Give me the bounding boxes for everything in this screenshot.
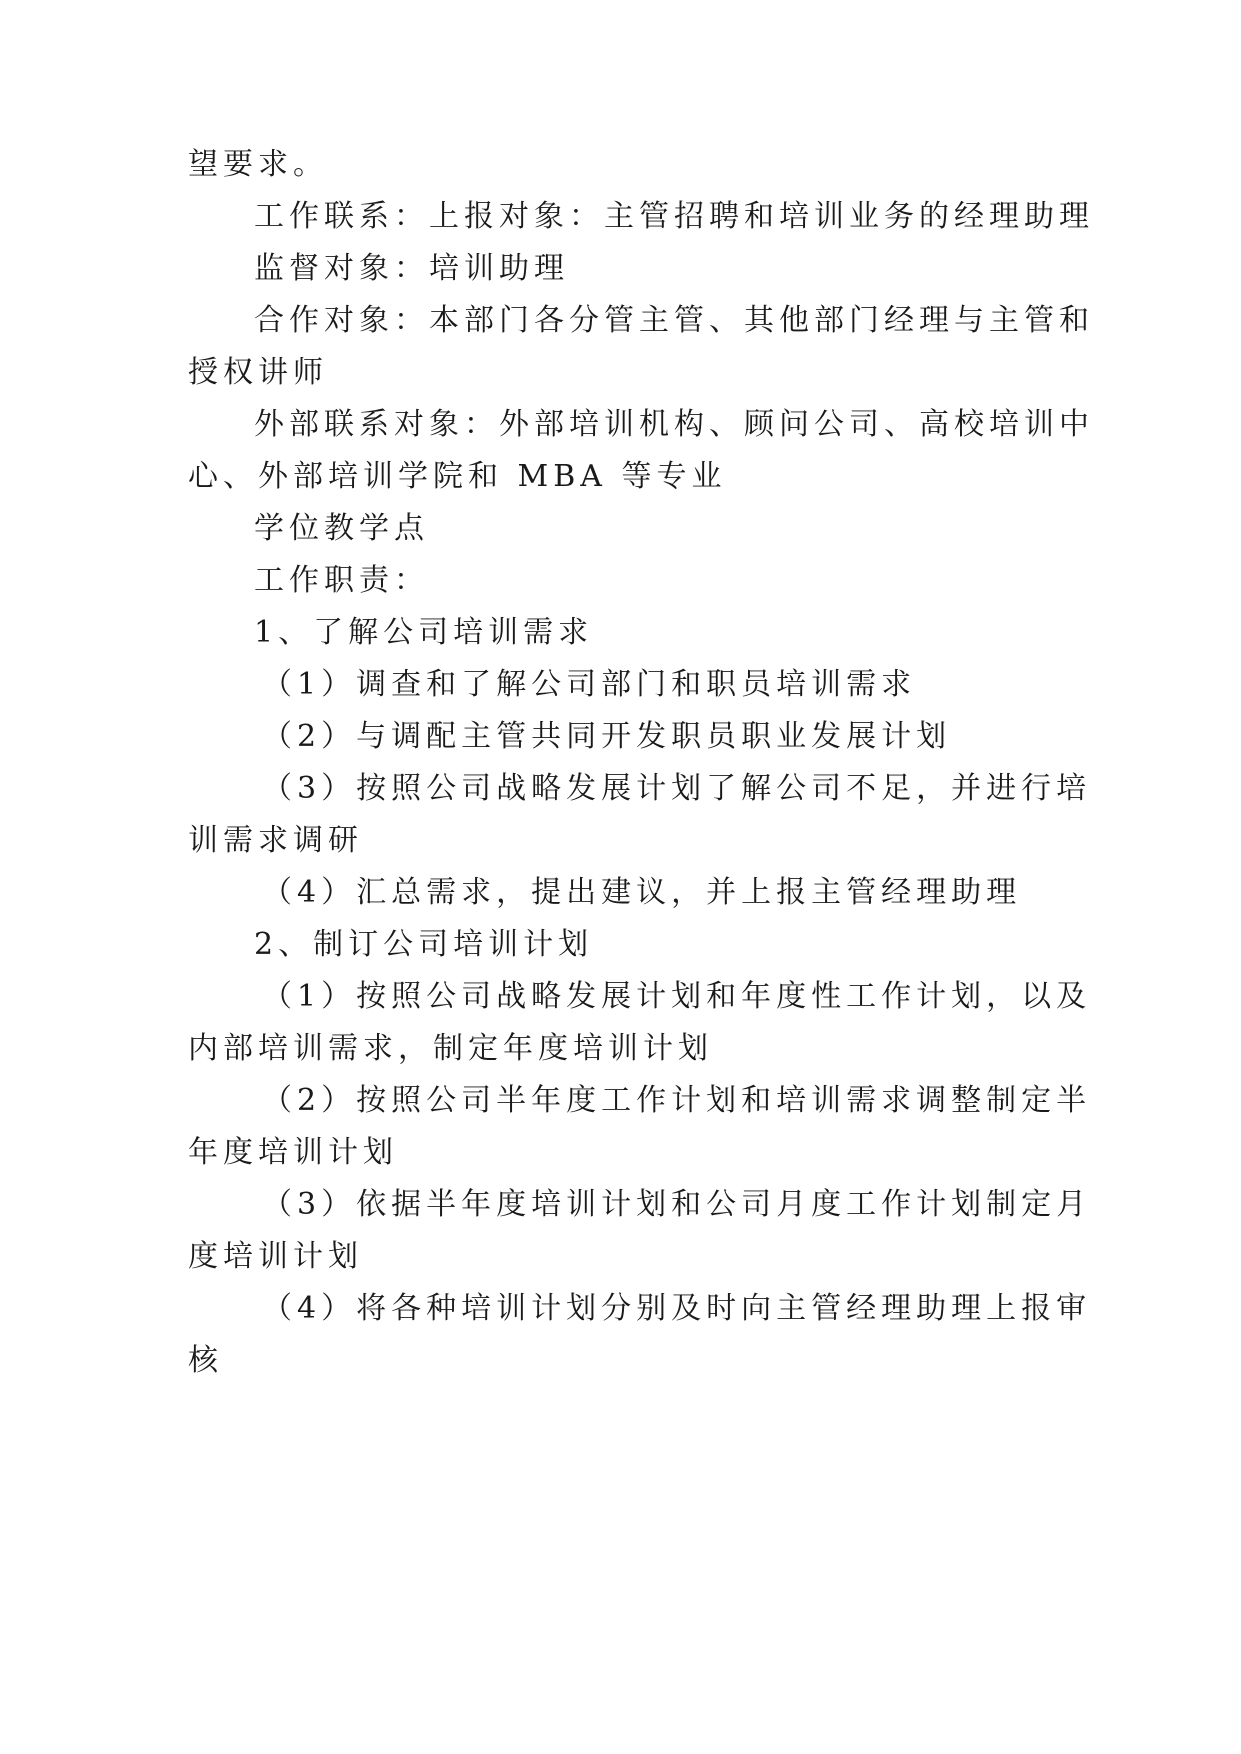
text-line: 训需求调研 [188,823,363,858]
text-line: （1）按照公司战略发展计划和年度性工作计划，以及 [262,979,1092,1014]
text-line: 授权讲师 [188,355,328,390]
text-line: 度培训计划 [188,1239,363,1274]
text-line: 内部培训需求，制定年度培训计划 [188,1031,713,1066]
text-line: 2、制订公司培训计划 [254,927,594,962]
text-line: （3）按照公司战略发展计划了解公司不足，并进行培 [262,771,1092,806]
text-line: 1、了解公司培训需求 [254,615,594,650]
text-line: （1）调查和了解公司部门和职员培训需求 [262,667,917,702]
text-line: （3）依据半年度培训计划和公司月度工作计划制定月 [262,1187,1092,1222]
text-line: （4）汇总需求，提出建议，并上报主管经理助理 [262,875,1022,910]
text-line: 外部联系对象：外部培训机构、顾问公司、高校培训中 [254,407,1094,442]
text-line: 工作联系：上报对象：主管招聘和培训业务的经理助理 [254,199,1094,234]
text-line: 学位教学点 [254,511,429,546]
text-line: （2）与调配主管共同开发职员职业发展计划 [262,719,952,754]
text-line: 工作职责： [254,563,429,598]
text-line: （4）将各种培训计划分别及时向主管经理助理上报审 [262,1291,1092,1326]
text-line: （2）按照公司半年度工作计划和培训需求调整制定半 [262,1083,1092,1118]
text-line: 合作对象：本部门各分管主管、其他部门经理与主管和 [254,303,1094,338]
text-line: 年度培训计划 [188,1135,398,1170]
text-line: 心、外部培训学院和 MBA 等专业 [188,459,727,494]
text-line: 望要求。 [188,147,328,182]
text-line: 监督对象：培训助理 [254,251,569,286]
text-line: 核 [188,1343,223,1378]
